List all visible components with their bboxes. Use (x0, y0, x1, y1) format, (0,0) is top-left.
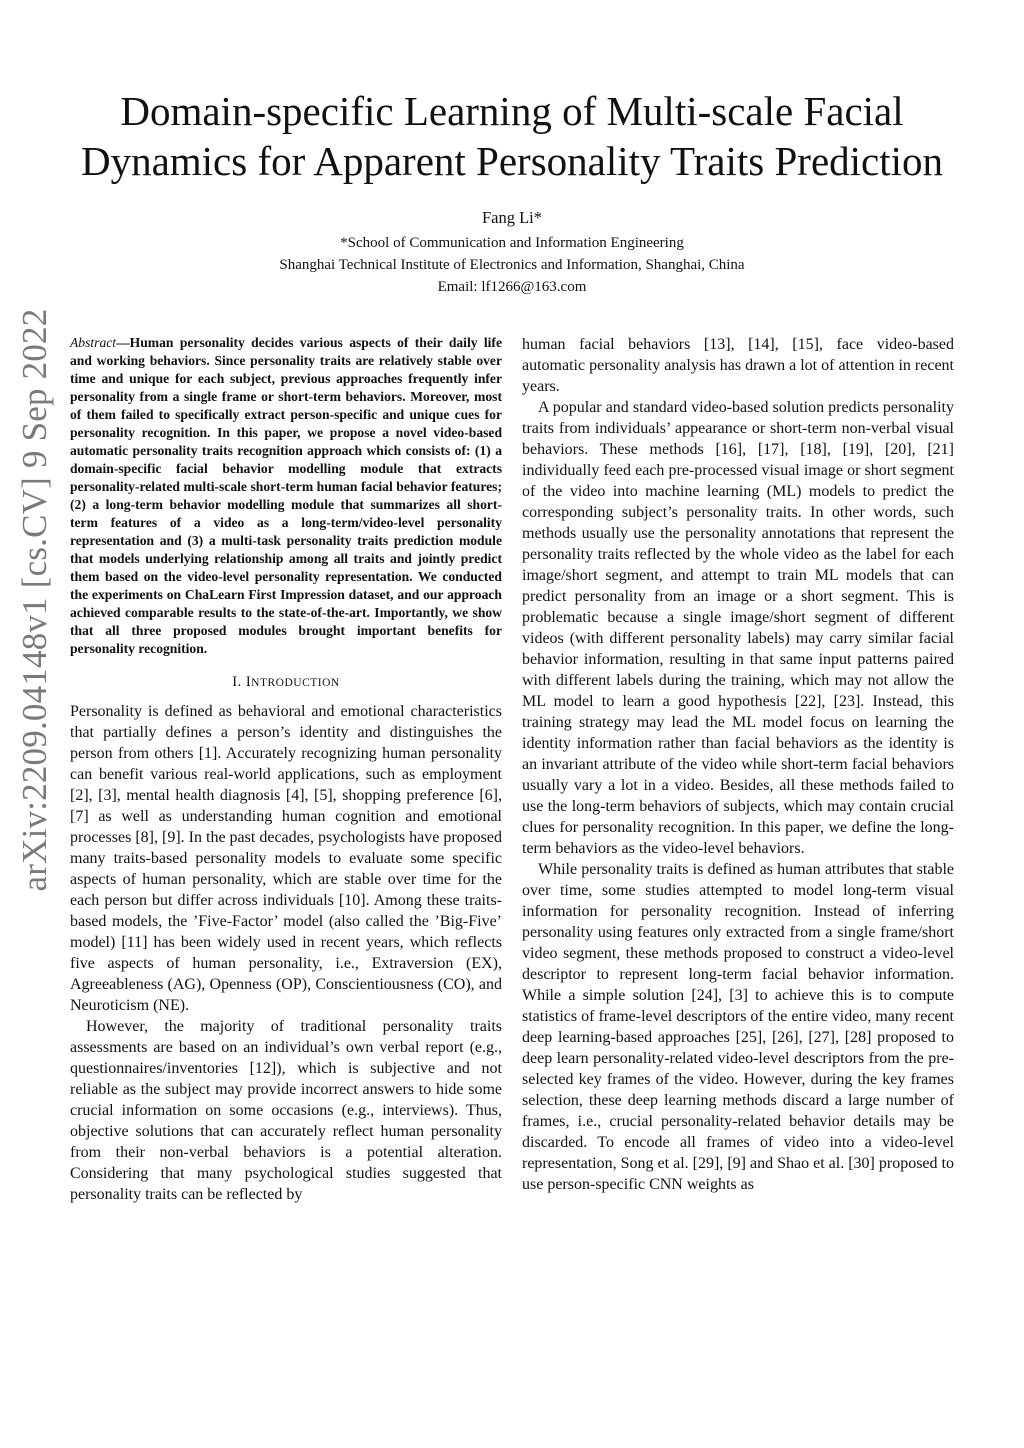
paper-title: Domain-specific Learning of Multi-scale Facial Dynamics for Apparent Personality Traits Prediction (80, 88, 944, 184)
paragraph: However, the majority of traditional personality traits assessments are based on an individual’s own verbal report (e.g., questionnaires/inventories [12]), which is subjective and not reliable as the subject may provide incorrect answers to hide some crucial information on some occasions (e.g., interviews). Thus, objective solutions that can accurately reflect human personality from their non-verbal behaviors is a potential alteration. Considering that many psychological studies suggested that personality traits can be reflected by (70, 1018, 502, 1203)
abstract-label: Abstract (70, 335, 117, 350)
author-email: Email: lf1266@163.com (437, 279, 587, 295)
paragraph: A popular and standard video-based solution predicts personality traits from individuals’ appearance or short-term non-verbal visual behaviors. These methods [16], [17], [18], [19], [20], [21] individually feed each pre-processed visual image or short segment of the video into machine learning (ML) models to predict the corresponding subject’s personality traits. In other words, such methods usually use the personality annotations that represent the personality traits reflected by the whole video as the label for each image/short segment, and attempt to train ML models that can predict personality from an image or a short segment. This is problematic because a single image/short segment of different videos (with different personality labels) may carry similar facial behavior information, resulting in that same input patterns paired with different labels during the training, which may not allow the ML model to learn a good hypothesis [22], [23]. Instead, this training strategy may lead the ML model focus on learning the identity information rather than facial behaviors as the identity is an invariant attribute of the video while short-term facial behaviors usually vary a lot in a video. Besides, all these methods failed to use the long-term behaviors of subjects, which may contain crucial clues for personality recognition. In this paper, we define the long-term behaviors as the video-level behaviors. (522, 399, 954, 857)
paragraph: While personality traits is defined as human attributes that stable over time, some studies attempted to model long-term visual information for personality recognition. Instead of inferring personality using features only extracted from a single frame/short video segment, these methods proposed to construct a video-level descriptor to represent long-term facial behavior information. While a simple solution [24], [3] to achieve this is to compute statistics of frame-level descriptors of the entire video, many recent deep learning-based approaches [25], [26], [27], [28] proposed to deep learn personality-related video-level descriptors from the pre-selected key frames of the video. However, during the key frames selection, these deep learning methods discard a large number of frames, i.e., crucial personality-related behavior details may be discarded. To encode all frames of video into a video-level representation, Song et al. [29], [9] and Shao et al. [30] proposed to use person-specific CNN weights as (522, 861, 954, 1193)
arxiv-stamp-text: arXiv:2209.04148v1 [cs.CV] 9 Sep 2022 (15, 308, 54, 892)
author-affiliation-2: Shanghai Technical Institute of Electronics and Information, Shanghai, China (279, 257, 745, 273)
paragraph: Personality is defined as behavioral and emotional characteristics that partially defines a person’s identity and distinguishes the person from others [1]. Accurately recognizing human personality can benefit various real-world applications, such as employment [2], [3], mental health diagnosis [4], [5], shopping preference [6], [7] as well as understanding human cognition and emotional processes [8], [9]. In the past decades, psychologists have proposed many traits-based personality models to evaluate some specific aspects of human personality, which are stable over time for the each person but differ across individuals [10]. Among these traits-based models, the ’Five-Factor’ model (also called the ’Big-Five’ model) [11] has been widely used in recent years, which reflects five aspects of human personality, i.e., Extraversion (EX), Agreeableness (AG), Openness (OP), Conscientiousness (CO), and Neuroticism (NE). (70, 703, 502, 1014)
section-numeral: I. I (232, 674, 252, 690)
section-title: NTRODUCTION (251, 677, 340, 689)
paragraph: human facial behaviors [13], [14], [15], face video-based automatic personality analysis has drawn a lot of attention in recent years. (522, 336, 954, 395)
abstract-text: —Human personality decides various aspects of their daily life and working behaviors. Since personality traits are relatively stable over time and unique for each subject, previous approaches frequently infer personality from a single frame or short-term behaviors. Moreover, most of them failed to specifically extract person-specific and unique cues for personality recognition. In this paper, we propose a novel video-based automatic personality traits recognition approach which consists of: (1) a domain-specific facial behavior modelling module that extracts personality-related multi-scale short-term human facial behavior features; (2) a long-term behavior modelling module that summarizes all short-term features of a video as a long-term/video-level personality representation and (3) a multi-task personality traits prediction module that models underlying relationship among all traits and jointly predict them based on the video-level personality representation. We conducted the experiments on ChaLearn First Impression dataset, and our approach achieved comparable results to the state-of-the-art. Importantly, we show that all three proposed modules brought important benefits for personality recognition. (70, 335, 502, 656)
author-name: Fang Li* (481, 208, 543, 227)
abstract (70, 334, 502, 658)
section-heading-introduction (70, 672, 502, 693)
author-affiliation-1: *School of Communication and Information Engineering (340, 235, 684, 251)
arxiv-stamp (14, 150, 56, 1050)
author-block (60, 207, 964, 298)
right-column (522, 334, 954, 1195)
left-column (70, 334, 502, 1205)
